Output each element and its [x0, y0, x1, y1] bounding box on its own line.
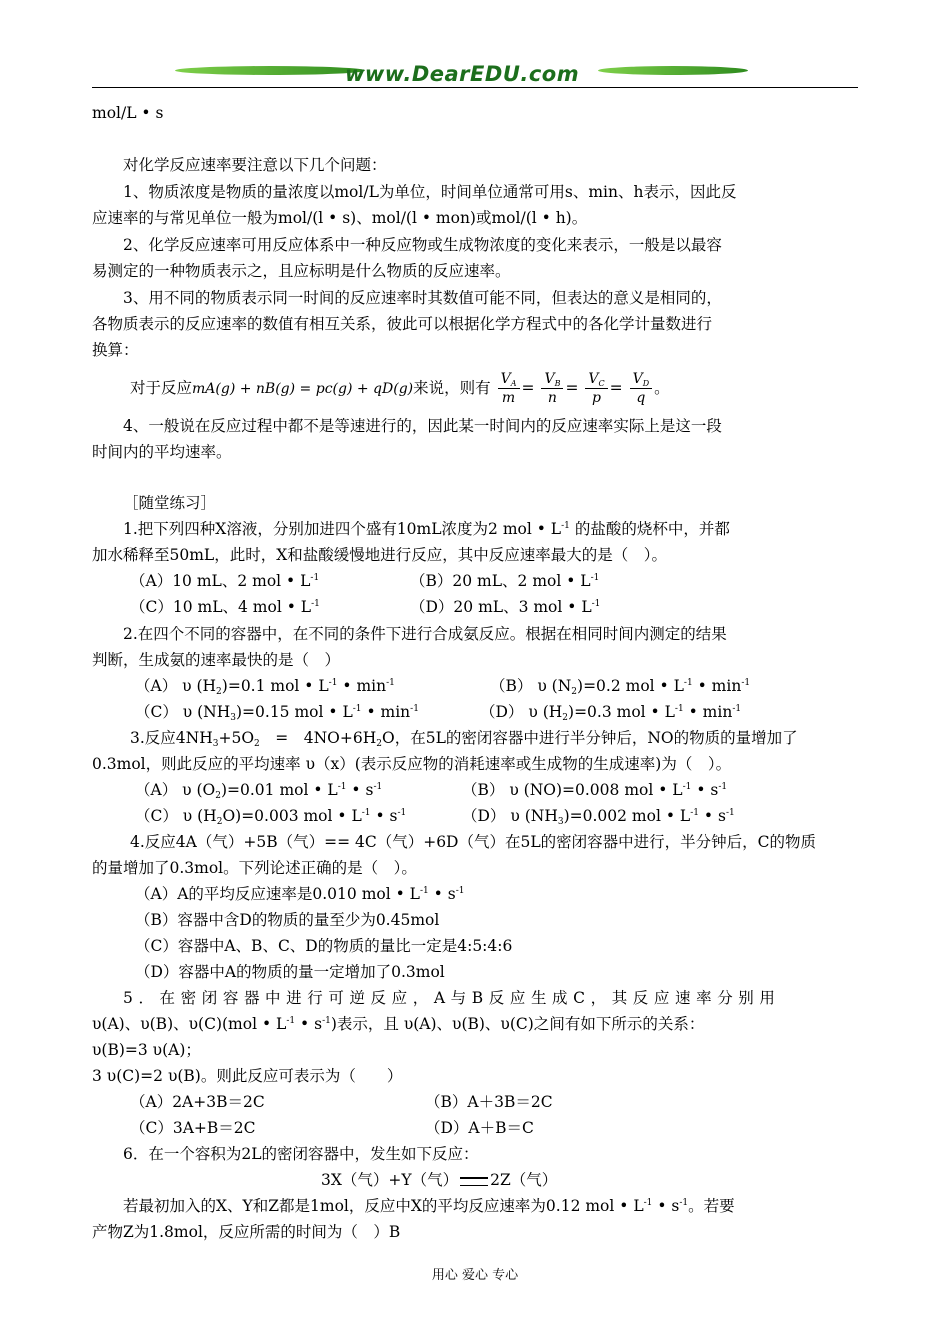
header-logo: www.DearEDU.com [345, 62, 580, 86]
q1-line2: 加水稀释至50mL，此时，X和盐酸缓慢地进行反应，其中反应速率最大的是（ ）。 [92, 546, 668, 564]
page-footer: 用心 爱心 专心 [431, 1268, 519, 1283]
q2-option-a: （A） υ $(H_2)=0.1$ mol • $L^{-1}$ • $\min^{-1}$ [135, 677, 395, 697]
q3-line2: 0.3mol，则此反应的平均速率 υ（x）(表示反应物的消耗速率或生成物的生成速率)为（ ）。 [92, 755, 732, 773]
q4-option-b: （B）容器中含D的物质的量至少为0.45mol [135, 911, 440, 929]
point3-line1: 3、用不同的物质表示同一时间的反应速率时其数值可能不同，但表达的意义是相同的， [123, 289, 722, 307]
q4-line1: 4.反应4A（气）+5B（气）== 4C（气）+6D（气）在5L的密闭容器中进行，半分钟后，C的物质 [130, 833, 816, 851]
q1-option-a: （A）10 mL、2 mol • $L^{-1}$ [130, 572, 320, 590]
q1-option-b: （B）20 mL、2 mol • $L^{-1}$ [410, 572, 600, 590]
point3-line3: 换算： [92, 341, 139, 359]
point2-line2: 易测定的一种物质表示之，且应标明是什么物质的反应速率。 [92, 262, 511, 280]
q3-option-a: （A） υ $(O_2)=0.01$ mol • $L^{-1}$ • $s^{-1}$ [135, 781, 383, 801]
q5-option-d: （D）A＋B＝C [425, 1119, 534, 1137]
q1-line1: 1.把下列四种X溶液，分别加进四个盛有10mL浓度为2 mol • $L^{-1}$ 的盐酸的烧杯中，并都 [123, 520, 730, 538]
rate-formula: 对于反应mA(g) + nB(g) = pc(g) + qD(g)来说，则有 $\frac{V_A}{m}$ = $\frac{V_B}{n}$ = $\frac{V_C}{p}$ = $\frac{V_D}{q}$ 。 [130, 371, 670, 406]
q5-option-c: （C）3A+B＝2C [130, 1119, 256, 1137]
fraction-vc-p: $\frac{V_C}{p}$ [585, 371, 607, 407]
q2-option-d: （D） υ $(H_2)=0.3$ mol • $L^{-1}$ • $\min^{-1}$ [480, 703, 742, 723]
q5-line1: 5．在密闭容器中进行可逆反应，A与B反应生成C，其反应速率分别用 [123, 989, 781, 1007]
q4-line2: 的量增加了0.3mol。下列论述正确的是（ ）。 [92, 859, 417, 877]
point4-line2: 时间内的平均速率。 [92, 443, 232, 461]
fraction-vd-q: $\frac{V_D}{q}$ [630, 371, 653, 407]
q4-option-a: （A）A的平均反应速率是0.010 mol • $L^{-1}$ • $s^{-1}$ [135, 885, 465, 903]
q1-option-d: （D）20 mL、3 mol • $L^{-1}$ [410, 598, 601, 616]
q3-line1: 3.反应$4NH_3+5O_2$ = $4NO+6H_2O$，在5L的密闭容器中进行半分钟后，NO的物质的量增加了 [130, 729, 798, 749]
header-swoosh-left [175, 66, 365, 75]
equilibrium-arrow-icon [460, 1177, 488, 1186]
header-rule [92, 87, 858, 88]
q5-option-b: （B）A＋3B＝2C [425, 1093, 553, 1111]
q2-line1: 2.在四个不同的容器中，在不同的条件下进行合成氨反应。根据在相同时间内测定的结果 [123, 625, 727, 643]
q6-line1: 6．在一个容积为2L的密闭容器中，发生如下反应： [123, 1145, 479, 1163]
q5-line3: υ(B)=3 υ(A)； [92, 1041, 201, 1059]
q3-option-d: （D） υ $(NH_3)=0.002$ mol • $L^{-1}$ • $s^{-1}$ [462, 807, 735, 827]
point3-line2: 各物质表示的反应速率的数值有相互关系，彼此可以根据化学方程式中的各化学计量数进行 [92, 315, 713, 333]
point4-line1: 4、一般说在反应过程中都不是等速进行的，因此某一时间内的反应速率实际上是这一段 [123, 417, 722, 435]
q5-line4: 3 υ(C)=2 υ(B)。则此反应可表示为（ ） [92, 1067, 403, 1085]
fraction-vb-n: $\frac{V_B}{n}$ [541, 371, 563, 407]
q6-equation: 3X（气）+Y（气） 2Z（气） [321, 1171, 558, 1189]
q5-option-a: （A）2A+3B＝2C [130, 1093, 265, 1111]
q4-option-c: （C）容器中A、B、C、D的物质的量比一定是4:5:4:6 [135, 937, 513, 955]
point1-line2: 应速率的与常见单位一般为mol/(l • s)、mol/(l • mon)或mol/(l • h)。 [92, 209, 588, 227]
q6-line3: 产物Z为1.8mol，反应所需的时间为（ ）B [92, 1223, 401, 1241]
point2-line1: 2、化学反应速率可用反应体系中一种反应物或生成物浓度的变化来表示，一般是以最容 [123, 236, 722, 254]
unit-line: mol/L • s [92, 104, 164, 122]
q4-option-d: （D）容器中A的物质的量一定增加了0.3mol [135, 963, 445, 981]
practice-heading: ［随堂练习］ [123, 494, 217, 512]
q2-line2: 判断，生成氨的速率最快的是（ ） [92, 651, 341, 669]
fraction-va-m: $\frac{V_A}{m}$ [498, 371, 520, 407]
q3-option-c: （C） υ $(H_2O)=0.003$ mol • $L^{-1}$ • $s^{-1}$ [135, 807, 407, 827]
header-swoosh-right [598, 66, 748, 75]
q6-line2: 若最初加入的X、Y和Z都是1mol，反应中X的平均反应速率为0.12 mol • $L^{-1}$ • $s^{-1}$。若要 [123, 1197, 735, 1215]
point1-line1: 1、物质浓度是物质的量浓度以mol/L为单位，时间单位通常可用s、min、h表示，因此反 [123, 183, 737, 201]
q1-option-c: （C）10 mL、4 mol • $L^{-1}$ [130, 598, 320, 616]
q5-line2: υ(A)、υ(B)、υ(C)(mol • $L^{-1}$ • $s^{-1}$)表示，且 υ(A)、υ(B)、υ(C)之间有如下所示的关系： [92, 1015, 705, 1033]
q2-option-c: （C） υ $(NH_3)=0.15$ mol • $L^{-1}$ • $\min^{-1}$ [135, 703, 419, 723]
intro-line: 对化学反应速率要注意以下几个问题： [123, 156, 387, 174]
q2-option-b: （B） υ $(N_2)=0.2$ mol • $L^{-1}$ • $\min^{-1}$ [490, 677, 751, 697]
q3-option-b: （B） υ (NO)=0.008 mol • $L^{-1}$ • $s^{-1}$ [462, 781, 728, 799]
